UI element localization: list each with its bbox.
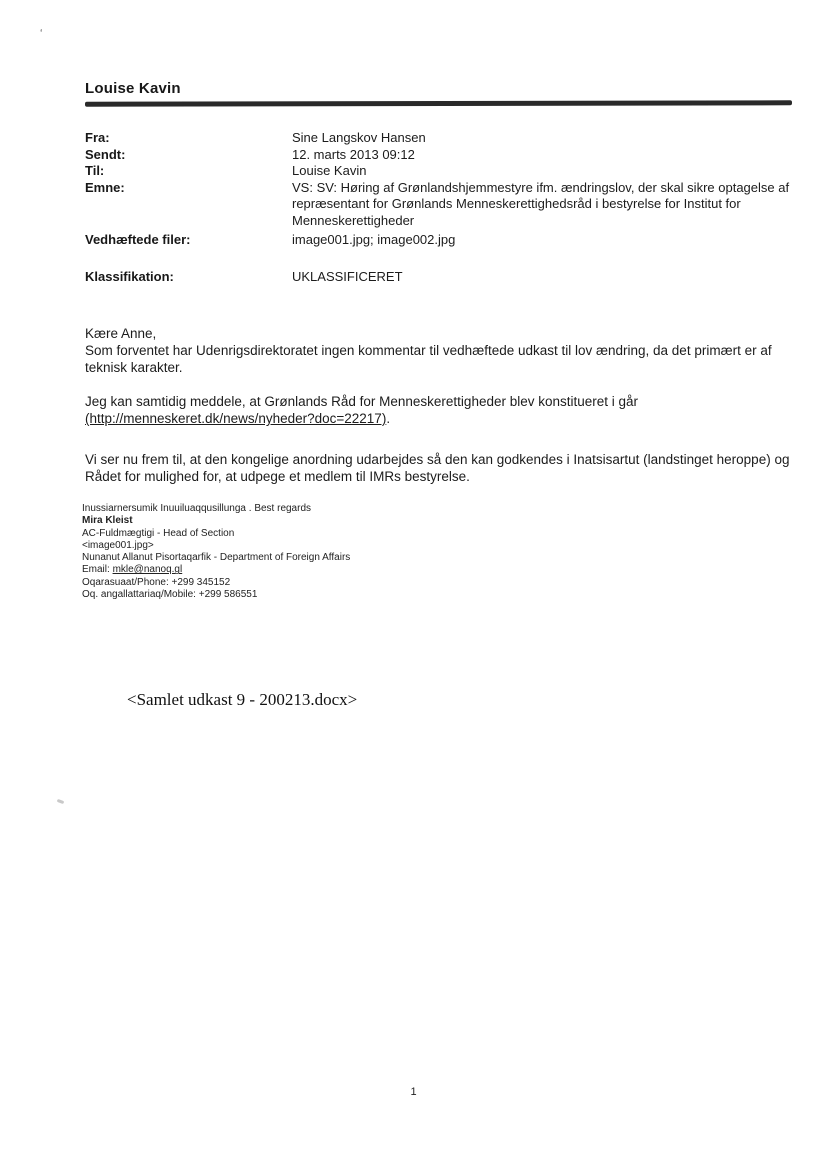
field-row-fra (85, 130, 797, 147)
signature-email-label: Email: (82, 564, 113, 576)
field-row-klassifikation (85, 269, 797, 286)
field-value-vedhaeftede: image001.jpg; image002.jpg (292, 232, 456, 247)
email-header-block (85, 130, 797, 285)
page-title: Louise Kavin (85, 80, 181, 97)
field-value-sendt: 12. marts 2013 09:12 (292, 146, 415, 162)
field-value-fra: Sine Langskov Hansen (292, 130, 426, 145)
url-link: (http://menneskeret.dk/news/nyheder?doc=22217) (85, 411, 387, 426)
field-value-til: Louise Kavin (292, 163, 367, 178)
page-number: 1 (410, 1086, 417, 1098)
field-label-klassifikation: Klassifikation: (85, 268, 174, 284)
body-paragraph-2 (85, 393, 797, 427)
body-paragraph-1: Som forventet har Udenrigsdirektoratet ingen kommentar til vedhæftede udkast til lov ændring, da det primært er af teknisk karakter. (85, 343, 772, 375)
signature-block (82, 503, 350, 601)
greeting-line: Kære Anne, (85, 326, 157, 341)
field-label-vedhaeftede: Vedhæftede filer: (85, 232, 191, 247)
email-link: mkle@nanoq.gl (112, 564, 183, 576)
field-label-til: Til: (85, 163, 105, 178)
field-row-til (85, 163, 797, 180)
signature-image-placeholder: <image001.jpg> (82, 539, 154, 551)
field-label-sendt: Sendt: (85, 146, 126, 162)
field-label-fra: Fra: (85, 130, 110, 145)
attachment-reference: <Samlet udkast 9 - 200213.docx> (127, 690, 358, 709)
email-body (85, 325, 797, 502)
signature-regards: Inussiarnersumik Inuuiluaqqusillunga . Best regards (82, 503, 312, 514)
header-rule (85, 100, 792, 106)
field-value-klassifikation: UKLASSIFICERET (292, 268, 403, 284)
signature-phone: Oqarasuaat/Phone: +299 345152 (82, 576, 231, 588)
signature-mobile: Oq. angallattariaq/Mobile: +299 586551 (82, 589, 258, 601)
signature-email-line (82, 564, 350, 576)
body-paragraph-2-text: Jeg kan samtidig meddele, at Grønlands Råd for Menneskerettigheder blev konstitueret i går (85, 394, 639, 409)
signature-department: Nunanut Allanut Pisortaqarfik - Department of Foreign Affairs (82, 552, 351, 564)
signature-title: AC-Fuldmægtigi - Head of Section (82, 527, 235, 539)
body-paragraph-3: Vi ser nu frem til, at den kongelige anordning udarbejdes så den kan godkendes i Inatsisartut (landstinget heroppe) og Rådet for mulighed for, at udpege et medlem til IMRs bestyrelse. (85, 452, 790, 484)
body-paragraph-2-close: . (386, 411, 391, 426)
field-row-vedhaeftede (85, 232, 797, 249)
field-label-emne: Emne: (85, 179, 125, 195)
field-row-emne (85, 180, 797, 230)
field-value-emne: VS: SV: Høring af Grønlandshjemmestyre ifm. ændringslov, der skal sikre optagelse af repræsentant for Grønlands Menneskerettighedsråd i bestyrelse for Institut for Menneskerettigheder (292, 179, 790, 228)
signature-name: Mira Kleist (82, 515, 133, 527)
field-row-sendt (85, 147, 797, 164)
scan-artifact: ʻ (40, 28, 43, 40)
scan-artifact (57, 799, 65, 804)
